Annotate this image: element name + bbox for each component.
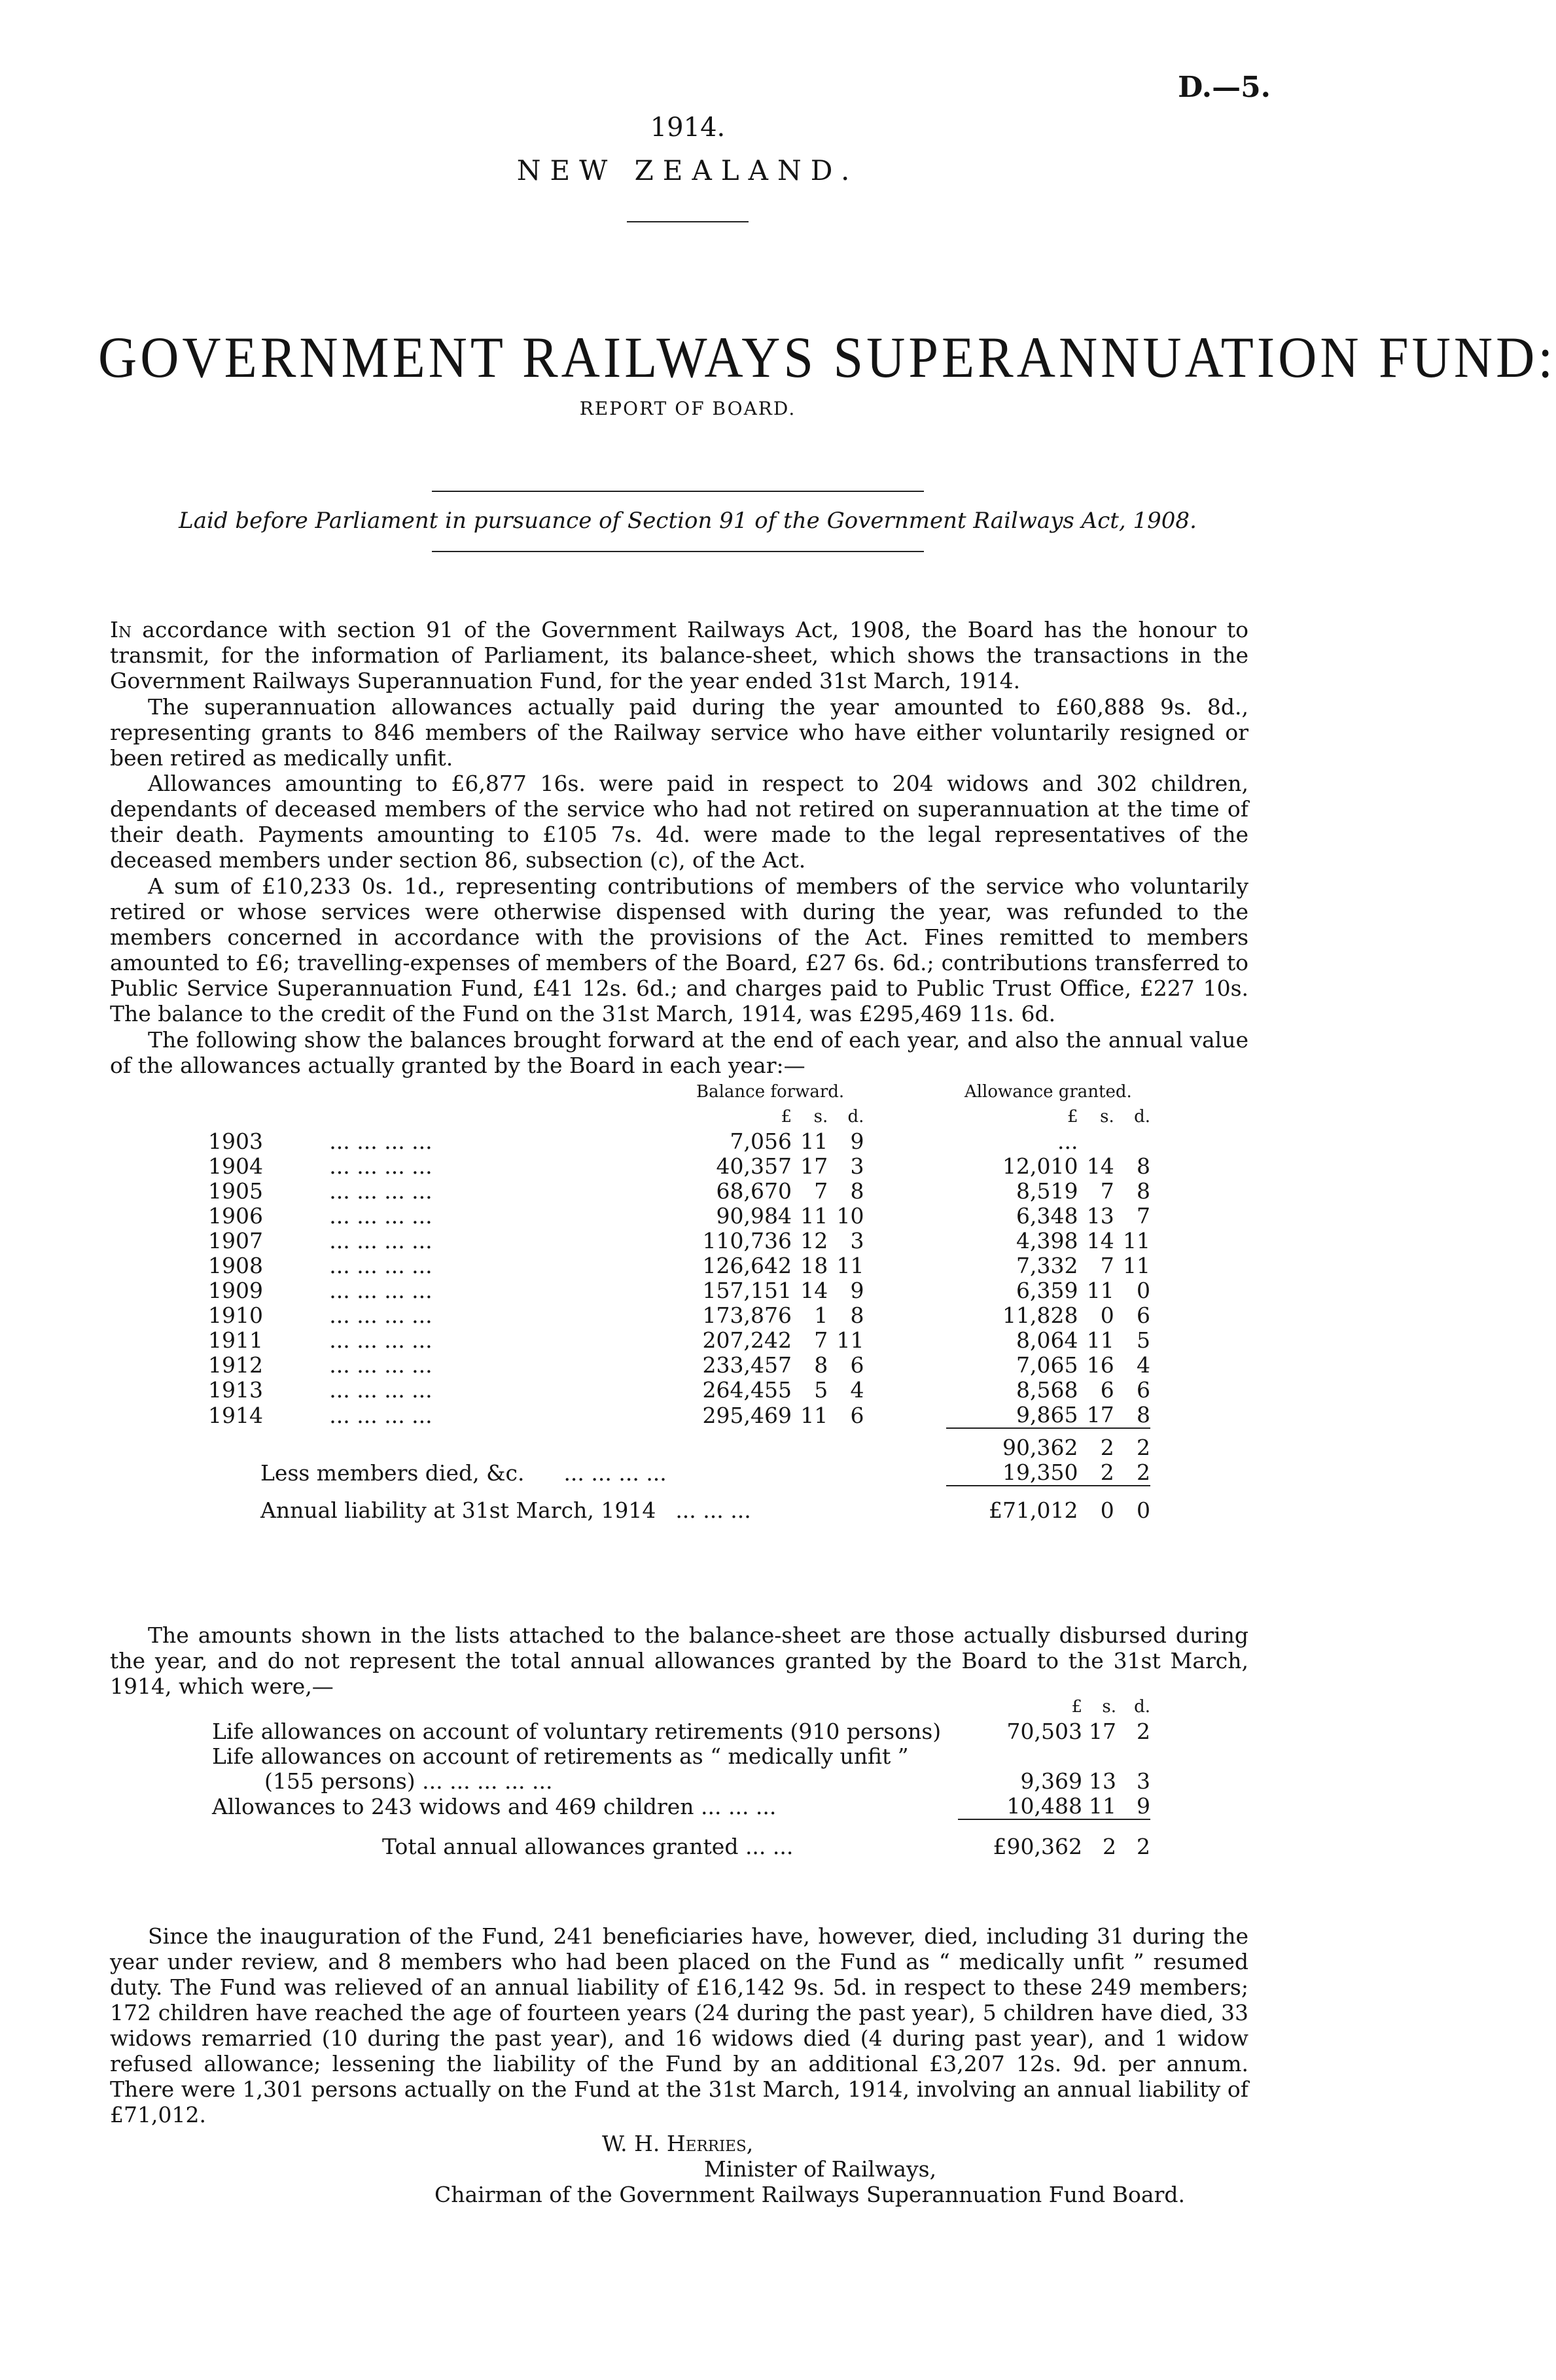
paragraph-balances-intro <box>110 1027 1248 1078</box>
row-leader: ... ... ... ... <box>329 1377 433 1403</box>
row-year: 1903 <box>208 1129 263 1154</box>
balance-pence: 11 <box>836 1327 864 1353</box>
balance-pence: 8 <box>850 1303 864 1328</box>
laid-rule-bottom <box>432 551 924 552</box>
row-gap <box>864 1353 946 1378</box>
balance-row <box>208 1229 1150 1253</box>
row-gap <box>864 1403 946 1428</box>
medically-unfit-pence: 3 <box>1137 1768 1150 1794</box>
balance-pounds: 7,056 <box>730 1129 792 1154</box>
balance-pence: 10 <box>836 1203 864 1229</box>
row-gap <box>864 1204 946 1229</box>
row-gap <box>864 1303 946 1328</box>
row-gap <box>864 1154 946 1179</box>
balance-pounds: 264,455 <box>702 1377 792 1403</box>
total-pounds: £90,362 <box>993 1834 1082 1859</box>
row-leader: ... ... ... ... <box>329 1327 433 1353</box>
allowance-pounds: 9,865 <box>1016 1402 1078 1427</box>
balance-row <box>208 1328 1150 1353</box>
row-year: 1906 <box>208 1203 263 1229</box>
voluntary-pounds: 70,503 <box>1006 1719 1082 1744</box>
allowance-shillings: 14 <box>1086 1228 1114 1253</box>
allowance-pence: 7 <box>1137 1203 1150 1229</box>
allowances-paid-text: The superannuation allowances actually paid during the year amounted to £60,888 9s. 8d., representing grants to 846 members of the Railway service who have either voluntarily resigned or been retired as medically unfit. <box>110 694 1248 771</box>
allowance-pence: 6 <box>1137 1303 1150 1328</box>
allowance-pounds: 8,519 <box>1016 1178 1078 1204</box>
less-members-leader: ... ... ... ... <box>563 1460 667 1486</box>
allowance-shillings <box>1078 1129 1114 1154</box>
allowance-shillings: 13 <box>1086 1203 1114 1229</box>
paragraph-disbursed <box>110 1622 1248 1699</box>
widows-text: Allowances amounting to £6,877 16s. were paid in respect to 204 widows and 302 children, dependants of deceased members of the service who had not retired on superannuation at the time of their death. Payments amounting to £105 7s. 4d. were made to the legal representatives of the deceased members under section 86, subsection (c), of the Act. <box>110 771 1248 873</box>
row-leader: ... ... ... ... <box>329 1129 433 1154</box>
balance-shillings: 1 <box>814 1303 828 1328</box>
allowance-pounds: 6,348 <box>1016 1203 1078 1229</box>
row-gap <box>864 1179 946 1204</box>
refunds-text: A sum of £10,233 0s. 1d., representing contributions of members of the service who voluntarily retired or whose services were otherwise dispensed with during the year, was refunded to the members concerned in accordance with the provisions of the Act. Fines remitted to members amounted to £6; travelling-expenses of members of the Board, £27 6s. 6d.; contributions transferred to Public Service Superannuation Fund, £41 12s. 6d.; and charges paid to Public Trust Office, £227 10s. The balance to the credit of the Fund on the 31st March, 1914, was £295,469 11s. 6d. <box>110 873 1248 1026</box>
allowance-shillings: 16 <box>1086 1352 1114 1378</box>
balance-shillings: 11 <box>800 1402 828 1428</box>
widows-children-label: Allowances to 243 widows and 469 children ... ... ... <box>212 1793 777 1819</box>
signatory-chair: Chairman of the Government Railways Superannuation Fund Board. <box>434 2182 1185 2207</box>
paragraph-allowances-paid <box>110 694 1248 771</box>
medically-unfit-pounds: 9,369 <box>1020 1768 1082 1794</box>
allowance-pounds: ... <box>1057 1129 1078 1154</box>
balance-row <box>208 1204 1150 1229</box>
total-rule <box>958 1819 1150 1834</box>
paragraph-widows <box>110 771 1248 873</box>
voluntary-retirements-label: Life allowances on account of voluntary retirements (910 persons) <box>212 1719 942 1744</box>
less-pounds: 19,350 <box>1002 1460 1078 1485</box>
balance-shillings: 18 <box>800 1253 828 1278</box>
liability-pounds: £71,012 <box>989 1497 1078 1523</box>
row-year: 1912 <box>208 1352 263 1378</box>
voluntary-pence: 2 <box>1137 1719 1150 1744</box>
balances-intro-text: The following show the balances brought forward at the end of each year, and also the annual value of the allowances actually granted by the Board in each year:— <box>110 1027 1248 1078</box>
balance-row <box>208 1303 1150 1328</box>
allowance-pence: 11 <box>1123 1253 1150 1278</box>
country-heading: NEW ZEALAND. <box>516 154 859 186</box>
row-year: 1904 <box>208 1153 263 1179</box>
liability-rule <box>946 1486 1150 1498</box>
medically-unfit-shillings: 13 <box>1089 1768 1116 1794</box>
laid-rule-top <box>432 491 924 492</box>
signatory-office: Minister of Railways, <box>704 2156 937 2182</box>
balance-pence: 11 <box>836 1253 864 1278</box>
unit-shillings: s. <box>1100 1107 1114 1127</box>
balance-row <box>208 1129 1150 1154</box>
allowance-pence: 0 <box>1137 1278 1150 1303</box>
row-gap <box>864 1278 946 1303</box>
balance-rows <box>208 1129 1150 1428</box>
balance-pence: 3 <box>850 1153 864 1179</box>
row-gap <box>864 1129 946 1154</box>
balance-pence: 9 <box>850 1129 864 1154</box>
widows-children-shillings: 11 <box>1089 1793 1116 1819</box>
total-pence: 2 <box>1137 1834 1150 1859</box>
row-leader: ... ... ... ... <box>329 1178 433 1204</box>
allowance-pence: 6 <box>1137 1377 1150 1403</box>
balance-pence: 6 <box>850 1402 864 1428</box>
balance-shillings: 8 <box>814 1352 828 1378</box>
total-shillings: 2 <box>1103 1834 1116 1859</box>
balance-shillings: 7 <box>814 1327 828 1353</box>
unit-pence: d. <box>847 1107 864 1127</box>
row-gap <box>864 1253 946 1278</box>
balance-shillings: 11 <box>800 1203 828 1229</box>
unit-pounds: £ <box>1071 1697 1082 1717</box>
balance-pounds: 157,151 <box>702 1278 792 1303</box>
unit-pence: d. <box>1134 1107 1150 1127</box>
unit-shillings: s. <box>813 1107 828 1127</box>
row-year: 1905 <box>208 1178 263 1204</box>
balance-pounds: 173,876 <box>702 1303 792 1328</box>
allowance-shillings: 6 <box>1100 1377 1114 1403</box>
allowance-shillings: 11 <box>1086 1278 1114 1303</box>
annual-liability-row <box>208 1498 946 1523</box>
intro-text: accordance with section 91 of the Government Railways Act, 1908, the Board has the honour to transmit, for the information of Parliament, its balance-sheet, which shows the transactions in the Government Railways Superannuation Fund, for the year ended 31st March, 1914. <box>110 617 1248 693</box>
row-leader: ... ... ... ... <box>329 1402 433 1428</box>
allowance-pounds: 12,010 <box>1002 1153 1078 1179</box>
row-year: 1910 <box>208 1303 263 1328</box>
liability-shillings: 0 <box>1100 1497 1114 1523</box>
allowance-pence: 11 <box>1123 1228 1150 1253</box>
subtotal-pounds: 90,362 <box>1002 1435 1078 1460</box>
allowance-pounds: 11,828 <box>1002 1303 1078 1328</box>
balance-shillings: 7 <box>814 1178 828 1204</box>
report-subtitle: REPORT OF BOARD. <box>579 398 796 419</box>
allowance-shillings: 7 <box>1100 1178 1114 1204</box>
allowance-shillings: 7 <box>1100 1253 1114 1278</box>
allowance-pence: 5 <box>1137 1327 1150 1353</box>
unit-pence: d. <box>1134 1697 1150 1717</box>
allowance-pounds: 4,398 <box>1016 1228 1078 1253</box>
allowance-pounds: 7,332 <box>1016 1253 1078 1278</box>
allowance-pounds: 6,359 <box>1016 1278 1078 1303</box>
annual-liability-label: Annual liability at 31st March, 1914 <box>260 1497 656 1523</box>
column-header-allowance: Allowance granted. <box>964 1082 1132 1102</box>
allowance-pence: 8 <box>1137 1402 1150 1427</box>
less-pence: 2 <box>1137 1460 1150 1485</box>
balance-pounds: 90,984 <box>716 1203 792 1229</box>
balance-pounds: 68,670 <box>716 1178 792 1204</box>
balance-shillings: 17 <box>800 1153 828 1179</box>
allowance-shillings: 14 <box>1086 1153 1114 1179</box>
balance-pence: 6 <box>850 1352 864 1378</box>
medically-unfit-label: Life allowances on account of retirements as “ medically unfit ” <box>212 1743 909 1769</box>
row-leader: ... ... ... ... <box>329 1228 433 1253</box>
allowance-pence: 8 <box>1137 1153 1150 1179</box>
row-leader: ... ... ... ... <box>329 1278 433 1303</box>
voluntary-shillings: 17 <box>1089 1719 1116 1744</box>
row-gap <box>864 1378 946 1403</box>
header-divider <box>627 221 749 222</box>
signatory-name: W. H. Herries, <box>602 2131 754 2156</box>
balance-row <box>208 1278 1150 1303</box>
balance-shillings: 5 <box>814 1377 828 1403</box>
balance-pounds: 295,469 <box>702 1402 792 1428</box>
row-leader: ... ... ... ... <box>329 1153 433 1179</box>
allowance-shillings: 11 <box>1086 1327 1114 1353</box>
row-gap <box>864 1328 946 1353</box>
subtotal-shillings: 2 <box>1100 1435 1114 1460</box>
row-year: 1913 <box>208 1377 263 1403</box>
balance-row <box>208 1253 1150 1278</box>
column-header-balance: Balance forward. <box>696 1082 845 1102</box>
row-leader: ... ... ... ... <box>329 1352 433 1378</box>
unit-shillings: s. <box>1102 1697 1116 1717</box>
less-members-row <box>208 1460 946 1486</box>
unit-pounds: £ <box>781 1107 792 1127</box>
beneficiaries-text: Since the inauguration of the Fund, 241 beneficiaries have, however, died, including 31 during the year under review, and 8 members who had been placed on the Fund as “ medically unfit ” resumed duty. The Fund was relieved of an annual liability of £16,142 9s. 5d. in respect to these 249 members; 172 children have reached the age of fourteen years (24 during the past year), 5 children have died, 33 widows remarried (10 during the past year), and 16 widows died (4 during past year), and 1 widow refused allowance; lessening the liability of the Fund by an additional £3,207 12s. 9d. per annum. There were 1,301 persons actually on the Fund at the 31st March, 1914, involving an annual liability of £71,012. <box>110 1923 1248 2127</box>
balance-shillings: 14 <box>800 1278 828 1303</box>
total-allowances-label: Total annual allowances granted ... ... <box>382 1834 794 1859</box>
report-year: 1914. <box>650 113 726 143</box>
balance-shillings: 12 <box>800 1228 828 1253</box>
laid-before-parliament: Laid before Parliament in pursuance of Section 91 of the Government Railways Act, 1908. <box>179 508 1197 534</box>
widows-children-pence: 9 <box>1137 1793 1150 1819</box>
row-year: 1908 <box>208 1253 263 1278</box>
balance-pence: 4 <box>850 1377 864 1403</box>
allowance-pounds: 7,065 <box>1016 1352 1078 1378</box>
allowance-pence: 4 <box>1137 1352 1150 1378</box>
balance-pounds: 40,357 <box>716 1153 792 1179</box>
balance-row <box>208 1403 1150 1428</box>
disbursed-text: The amounts shown in the lists attached to the balance-sheet are those actually disbursed during the year, and do not represent the total annual allowances granted by the Board to the 31st March, 1914, which were,— <box>110 1622 1248 1699</box>
allowance-pounds: 8,568 <box>1016 1377 1078 1403</box>
balance-pence: 9 <box>850 1278 864 1303</box>
balance-pounds: 233,457 <box>702 1352 792 1378</box>
row-year: 1909 <box>208 1278 263 1303</box>
paragraph-beneficiaries <box>110 1923 1248 2127</box>
balance-row <box>208 1378 1150 1403</box>
annual-liability-leader: ... ... ... <box>675 1497 751 1523</box>
subtotal-pence: 2 <box>1137 1435 1150 1460</box>
less-members-label: Less members died, &c. <box>260 1460 525 1486</box>
medically-unfit-persons-label: (155 persons) ... ... ... ... ... <box>264 1768 553 1794</box>
document-reference: D.—5. <box>1178 71 1271 104</box>
balance-row <box>208 1179 1150 1204</box>
liability-pence: 0 <box>1137 1497 1150 1523</box>
less-shillings: 2 <box>1100 1460 1114 1485</box>
allowances-table <box>212 1694 1150 1859</box>
balance-pence: 8 <box>850 1178 864 1204</box>
allowance-pounds: 8,064 <box>1016 1327 1078 1353</box>
balance-shillings: 11 <box>800 1129 828 1154</box>
row-gap <box>864 1229 946 1253</box>
row-year: 1907 <box>208 1228 263 1253</box>
row-year: 1911 <box>208 1327 263 1353</box>
balance-pounds: 207,242 <box>702 1327 792 1353</box>
balance-pence: 3 <box>850 1228 864 1253</box>
row-leader: ... ... ... ... <box>329 1303 433 1328</box>
row-leader: ... ... ... ... <box>329 1203 433 1229</box>
balance-row <box>208 1154 1150 1179</box>
allowance-shillings: 0 <box>1100 1303 1114 1328</box>
allowance-shillings: 17 <box>1086 1402 1114 1427</box>
balance-pounds: 126,642 <box>702 1253 792 1278</box>
widows-children-pounds: 10,488 <box>1006 1793 1082 1819</box>
allowance-pence: 8 <box>1137 1178 1150 1204</box>
balance-table <box>208 1079 1150 1523</box>
paragraph-refunds <box>110 873 1248 1026</box>
balance-row <box>208 1353 1150 1378</box>
intro-lead-word: In <box>110 617 132 642</box>
row-year: 1914 <box>208 1402 263 1428</box>
row-leader: ... ... ... ... <box>329 1253 433 1278</box>
report-title: GOVERNMENT RAILWAYS SUPERANNUATION FUND: <box>98 325 1556 390</box>
paragraph-intro <box>110 617 1248 693</box>
balance-pounds: 110,736 <box>702 1228 792 1253</box>
allowance-pence <box>1114 1129 1150 1154</box>
unit-pounds: £ <box>1067 1107 1078 1127</box>
